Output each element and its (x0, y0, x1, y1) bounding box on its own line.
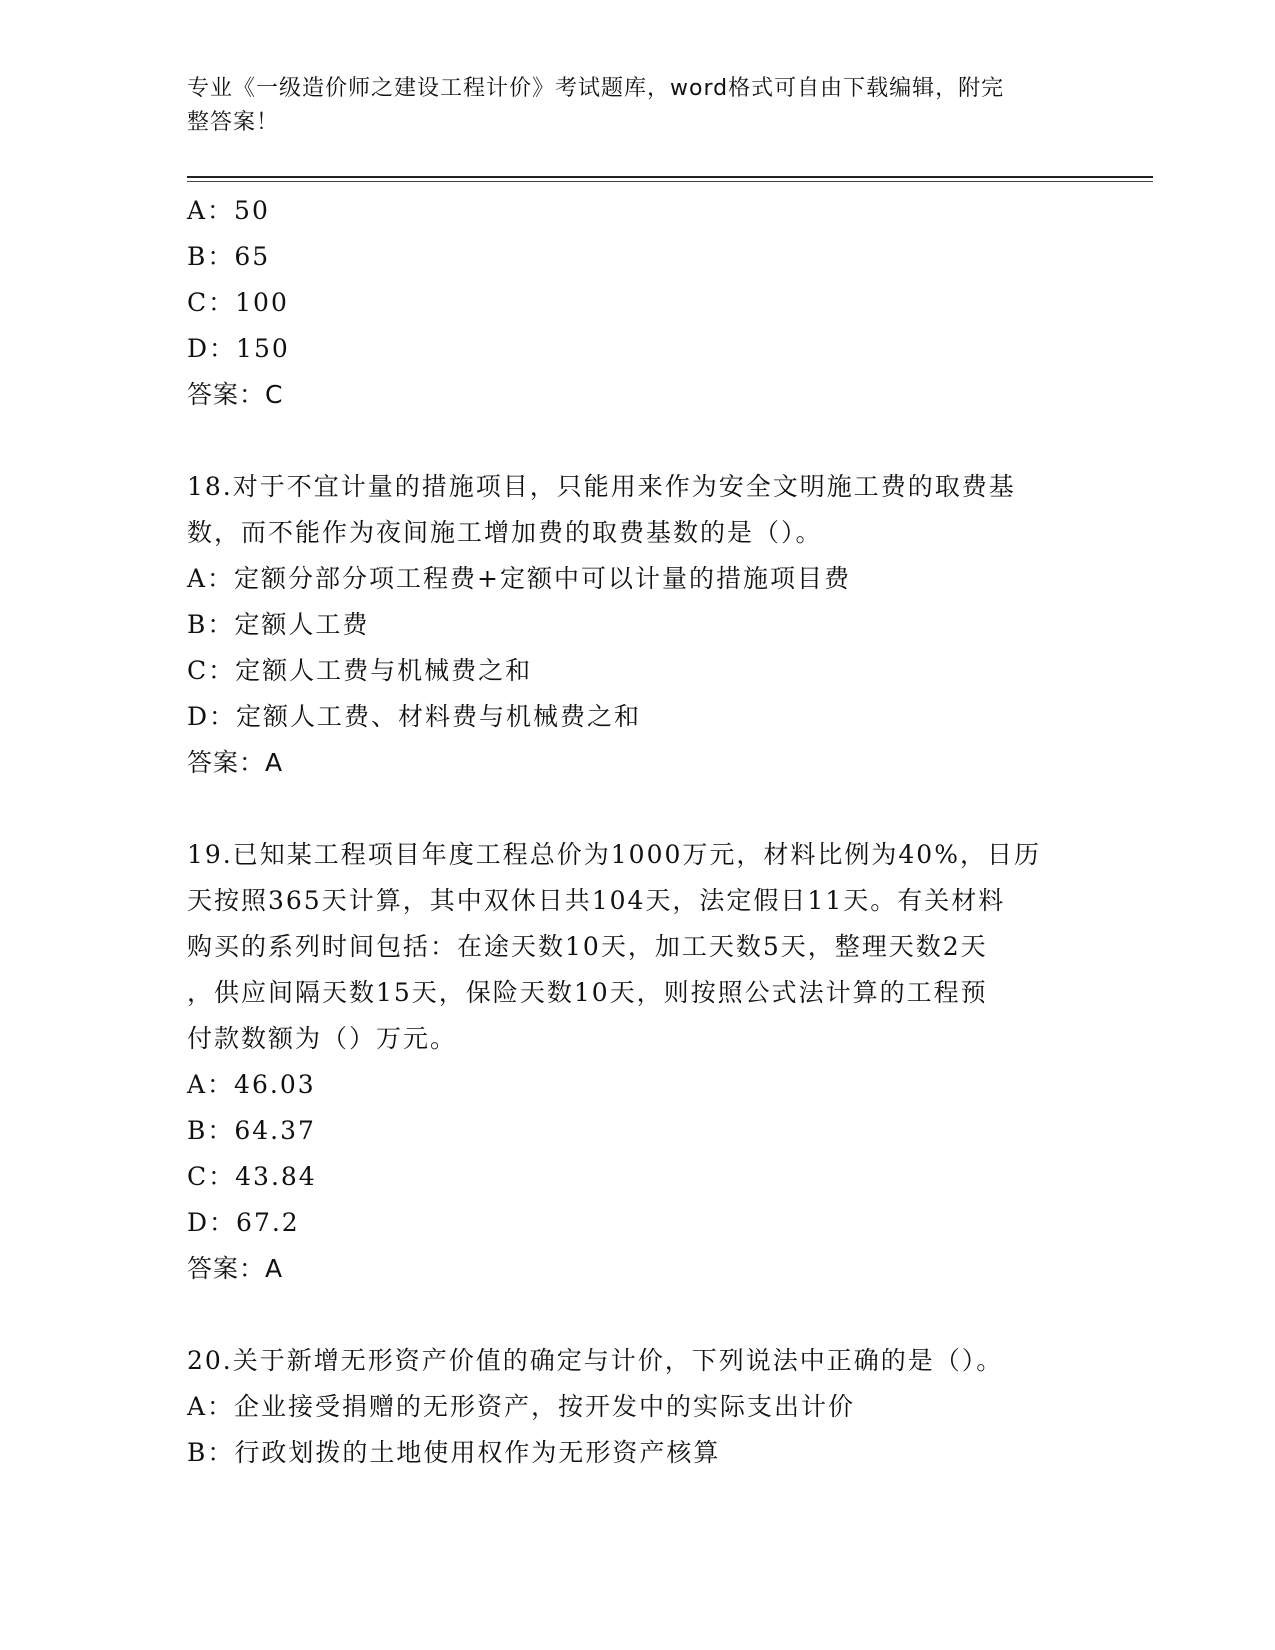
option-c: C：43.84 (187, 1162, 317, 1191)
option-d: D：150 (187, 334, 290, 363)
option-c: C：100 (187, 288, 289, 317)
spacer (187, 786, 1087, 832)
option-c: C：定额人工费与机械费之和 (187, 656, 533, 685)
option-a: A：50 (187, 196, 270, 225)
question-text-line: ，供应间隔天数15天，保险天数10天，则按照公式法计算的工程预 (187, 978, 988, 1007)
question-text-line: 购买的系列时间包括：在途天数10天，加工天数5天，整理天数2天 (187, 932, 988, 961)
question-17 (187, 188, 1087, 418)
option-a: A：定额分部分项工程费+定额中可以计量的措施项目费 (187, 564, 852, 593)
option-d: D：定额人工费、材料费与机械费之和 (187, 702, 642, 731)
option-b: B：定额人工费 (187, 610, 370, 639)
question-text-line: 18.对于不宜计量的措施项目，只能用来作为安全文明施工费的取费基 (187, 472, 1016, 501)
question-text-line: 天按照365天计算，其中双休日共104天，法定假日11天。有关材料 (187, 886, 1006, 915)
header-line-2: 整答案！ (187, 110, 280, 135)
question-text-line: 数，而不能作为夜间施工增加费的取费基数的是（）。 (187, 518, 823, 547)
question-text-line: 19.已知某工程项目年度工程总价为1000万元，材料比例为40%，日历 (187, 840, 1041, 869)
option-b: B：64.37 (187, 1116, 316, 1145)
question-19 (187, 832, 1087, 1292)
answer: 答案：A (187, 748, 284, 777)
question-list (187, 188, 1087, 1476)
question-18 (187, 464, 1087, 786)
option-a: A：企业接受捐赠的无形资产，按开发中的实际支出计价 (187, 1392, 856, 1421)
answer: 答案：C (187, 380, 284, 409)
question-20 (187, 1338, 1087, 1476)
spacer (187, 1292, 1087, 1338)
option-a: A：46.03 (187, 1070, 316, 1099)
document-header (187, 72, 1067, 140)
option-b: B：行政划拨的土地使用权作为无形资产核算 (187, 1438, 721, 1467)
question-text-line: 付款数额为（）万元。 (187, 1024, 458, 1053)
header-line-1: 专业《一级造价师之建设工程计价》考试题库，word格式可自由下载编辑，附完 (187, 76, 1005, 101)
header-divider-thin (187, 181, 1153, 182)
header-divider-thick (187, 176, 1153, 178)
option-d: D：67.2 (187, 1208, 300, 1237)
spacer (187, 418, 1087, 464)
option-b: B：65 (187, 242, 271, 271)
answer: 答案：A (187, 1254, 284, 1283)
question-text-line: 20.关于新增无形资产价值的确定与计价，下列说法中正确的是（）。 (187, 1346, 1004, 1375)
